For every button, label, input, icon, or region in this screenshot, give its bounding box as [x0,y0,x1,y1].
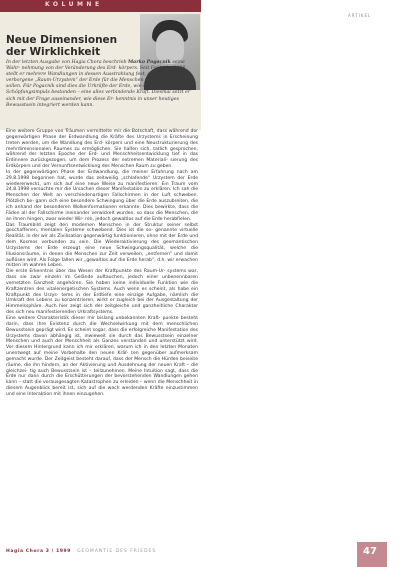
title-line-1: Neue Dimensionen [6,34,118,46]
lead-part-2: beschrieb [103,60,127,65]
footer-issue: Hagia Chora 3 / 1999 [6,549,72,554]
portrait-face [156,30,184,64]
lead-part-1: In der letzten Ausgabe von Hagia Chora [6,60,102,65]
page-number: 47 [363,546,377,557]
body-paragraph: Die erste Erkenntnis über das Wesen der Kraftpunkte des Raum-Ur- systems war, dass sie zwar einzeln im Gelände auftauchen, jedoch einer unbenennbaren vernetzten Ganzheit angehören. Sie haben keine individuelle Funktion wie die Kraftzentren des vitalenergetischen Systems. Auch wenn es scheint, als habe ein Kraftpunkt des Urzys- tems in der Erdtiefe eine einzige Aufgabe, nämlich die Umkraft des Lebens zu konzentrieren, wirkt er zugleich bei der Ausgestaltung der Himmelssphäre. Auch hier zeigt sich der zeitgleiche und ganzheitliche Charakter des sich neu manifestierenden Urkraftsystems. [6,269,198,316]
article-lead [6,60,196,109]
page-footer [6,549,156,554]
article-title [6,34,117,58]
section-label: KOLUMNE [45,1,103,8]
running-head-right: ARTIKEL [348,13,372,18]
lead-part-3: seine Wahr- [6,60,185,72]
title-line-2: der Wirklichkeit [6,46,101,58]
body-paragraph: In der gegenwärtigen Phase der Erdwandlung, die meiner Erfahrung nach am 29.8.1998 begonnen hat, wurde das zeitweilig „schlafende“ Urzystem der Erde wiedererweckt, um sich auf eine neue Weise zu manifestieren. Ein Traum vom 24.8.1998 versuchte mir die Ursachen dieser Manifestation zu erklären. Ich sah die Menschen der Welt an verschiedenartigen Fallschirmen in der Luft schweben. Plötzlich be- gann sich eine besondere Schwingung über die Erde auszubreiten, die ich anhand der besonderen Wolkenformationen erkannte. Dies bewirkte, dass die Fäden all der Fallschirme ineinander verwickelt wurden, so dass die Menschen, die an ihnen hingen, zwar wieder Wir- ren, jedoch gewaltlos auf die Erde herabfielen. [6,169,198,222]
body-paragraph: Eine weitere Gruppe von Träumen vermittelte mir die Botschaft, dass während der gegenwärtigen Phase der Erdwandlung die Kräfte des Urzystems in Erscheinung treten werden, um die Wandlung des Erd- körpers und eine Neustrukturierung des mehrdimensionalen Raumes zu ermöglichen. Sie halfen sich, tatlich gesprochen, während der letzten Epoche der Erd- und Menschheitsentwicklung tief in das Erdinnere zurückgezogen, um dem Prozess der extremen Materiali- sierung des Erdkörpers und der Vernunftsentwicklung des Menschen Raum zu geben. [6,129,198,170]
footer-publication: GEOMANTIE DES FRIEDES [77,549,157,554]
section-header-band [0,0,201,12]
page-number-box [357,542,387,567]
article-body [6,129,198,398]
body-paragraph: Eine weitere Charakteristik dieser mir bislang unbekannten Kraft- punkte besteht darin, dass ihre Existenz durch die Wechselwirkung mit dem menschlichen Bewusstsein geprägt wird. Es scheint sogar, dass die erfolgreiche Manifestation des Urzystems davon abhängig ist, inwieweit sie durch das Bewusstsein einzelner Menschen und auch der Menschheit als Ganzes verstanden und unterstützt wird. Vor diesem Hintergrund kann ich mir erklären, warum ich in den letzten Monaten unentwegt auf meine Vorbehalte den neuen Kräf- ten gegenüber aufmerksam gemacht wurde. Der Zeitgeist besteht darauf, dass der Mensch die Hürden beiseite räume, die ihn hindern, an der Aktivierung und Ausdehnung der neuen Kraft – die gleichzei- tig auch Bewusstsein ist – teilzunehmen. Meine Intuition sagt, dass die Erde nur dann durch die Erschütterungen der bevorstehenden Wandlungen gehen kann – statt die vorausgesagten Katastrophen zu erleiden – wenn die Menschheit in diesem Augenblick bereit ist, sich auf die wach werdenden Kräfte einzustimmen und eine Interaktion mit ihnen einzugehen. [6,316,198,397]
body-paragraph: Das Traumbild zeigt den modernen Menschen in der Struktur seiner selbst geschaffenen, mentalen Systeme schwebend. Dies ist die so- genannte virtuelle Realität, in der wir als Zivilisation gegenwärtig funktionieren, ohne mit der Erde und dem Kosmos verbunden zu sein. Die Wiederaktivierung des geomantischen Urzystems der Erde erzeugt eine neue Schwingungsqualität, welche die Illusionsräume, in denen die Menschen zur Zeit verweilen, „entfernen“ und damit auflösen wird. Als Folge fallen wir „gewaltlos auf die Erde herab“, d.h. wir erwachen mitten im wahren Leben. [6,222,198,269]
lead-author-name: Marko Pogacnik [127,60,171,65]
lead-rest: nehmung von der Veränderung des Erd- körpers. Seit Frühjahr 1998 stellt er mehrere Wandlungen in dessen Ausstrahlung fest, die das bislang verborgene „Raum-Urzystem“ der Erde für die Menschen spürbar machen sollen. Für Pogacnik sind dies die Urkräfte der Erde, wie sie vor dem ersten Schöpfungsimpuls bestanden – eine alles verbindende Kraft. Diesmal setzt er sich mit der Frage auseinander, wie diese Er- kenntnis in unser heutiges Bewusstsein integriert werden kann. [6,66,191,108]
